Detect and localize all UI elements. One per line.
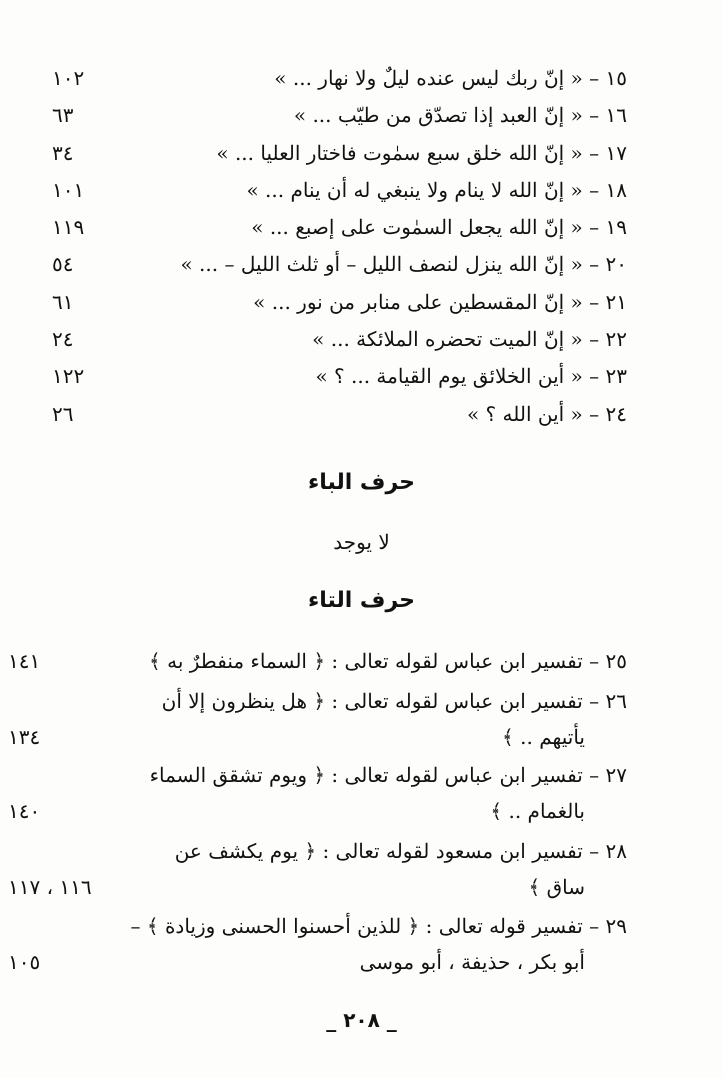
entry-text: ٢٨ – تفسير ابن مسعود لقوله تعالى : ﴿ يوم يكشف عن xyxy=(174,839,627,863)
entry-text: ٢٢ – « إنّ الميت تحضره الملائكة ... » xyxy=(312,327,627,352)
entry-page: ٦١ xyxy=(52,289,74,314)
section-heading-ta: حرف التاء xyxy=(307,588,416,613)
entry-page: ٥٤ xyxy=(52,252,74,277)
list-item xyxy=(0,172,723,209)
list-item xyxy=(0,60,723,97)
entry-page: ١٠١ xyxy=(52,177,85,202)
entry-page: ٣٤ xyxy=(52,140,74,165)
entry-text: ١٩ – « إنّ الله يجعل السمٰوت على إصبع ... » xyxy=(251,215,627,240)
entry-page: ٢٦ xyxy=(52,401,74,426)
entry-page: ٦٣ xyxy=(52,103,74,128)
list-item xyxy=(0,246,723,283)
entry-text: ٢٠ – « إنّ الله ينزل لنصف الليل – أو ثلث الليل – ... » xyxy=(180,252,627,277)
entry-page: ١٣٤ xyxy=(8,725,41,749)
entry-page: ١٤٠ xyxy=(8,799,41,823)
entry-page: ١٠٥ xyxy=(8,950,41,974)
page-number: _ ٢٠٨ _ xyxy=(326,1008,397,1032)
entry-text-continued: يأتيهم .. ﴾ xyxy=(502,725,585,749)
list-item xyxy=(8,833,627,905)
entry-text-continued: أبو بكر ، حذيفة ، أبو موسى xyxy=(359,950,585,974)
entry-text: ١٦ – « إنّ العبد إذا تصدّق من طيّب ... » xyxy=(293,103,627,128)
list-item xyxy=(0,396,723,433)
entry-text: ٢٣ – « أين الخلائق يوم القيامة ... ؟ » xyxy=(315,364,627,389)
list-item xyxy=(0,358,723,395)
list-item xyxy=(8,908,627,980)
entry-page: ١٢٢ xyxy=(52,364,85,389)
entry-page: ١٠٢ xyxy=(52,66,85,90)
list-item xyxy=(0,135,723,172)
list-item xyxy=(0,97,723,134)
entry-page: ١١٩ xyxy=(52,215,85,240)
entry-text: ١٥ – « إنّ ربك ليس عنده ليلٌ ولا نهار ... » xyxy=(274,66,627,90)
list-item xyxy=(8,683,627,755)
list-item xyxy=(0,209,723,246)
entry-page: ١٤١ xyxy=(8,649,41,673)
section-heading-ba: حرف الباء xyxy=(307,470,416,495)
entry-text: ٢٥ – تفسير ابن عباس لقوله تعالى : ﴿ السماء منفطرٌ به ﴾ xyxy=(149,649,627,673)
list-item xyxy=(8,757,627,829)
entry-text: ١٧ – « إنّ الله خلق سبع سمٰوت فاختار العليا ... » xyxy=(216,140,627,165)
entry-text: ١٨ – « إنّ الله لا ينام ولا ينبغي له أن ينام ... » xyxy=(246,177,627,202)
entry-text: ٢٦ – تفسير ابن عباس لقوله تعالى : ﴿ هل ينظرون إلا أن xyxy=(161,689,627,713)
entry-text: ٢٤ – « أين الله ؟ » xyxy=(466,401,627,426)
list-item xyxy=(0,321,723,358)
entry-text: ٢٩ – تفسير قوله تعالى : ﴿ للذين أحسنوا الحسنى وزيادة ﴾ – xyxy=(130,914,627,938)
entry-text-continued: بالغمام .. ﴾ xyxy=(490,799,585,823)
entry-text: ٢٧ – تفسير ابن عباس لقوله تعالى : ﴿ ويوم تشقق السماء xyxy=(149,763,627,787)
entry-text: ٢١ – « إنّ المقسطين على منابر من نور ... » xyxy=(253,289,627,314)
hadith-index-list xyxy=(0,60,723,433)
list-item xyxy=(8,643,627,679)
list-item xyxy=(0,284,723,321)
entry-page: ٢٤ xyxy=(52,327,74,352)
entry-text-continued: ساق ﴾ xyxy=(528,875,585,899)
section-empty-note: لا يوجد xyxy=(333,530,390,554)
entry-page: ١١٦ ، ١١٧ xyxy=(8,875,92,899)
